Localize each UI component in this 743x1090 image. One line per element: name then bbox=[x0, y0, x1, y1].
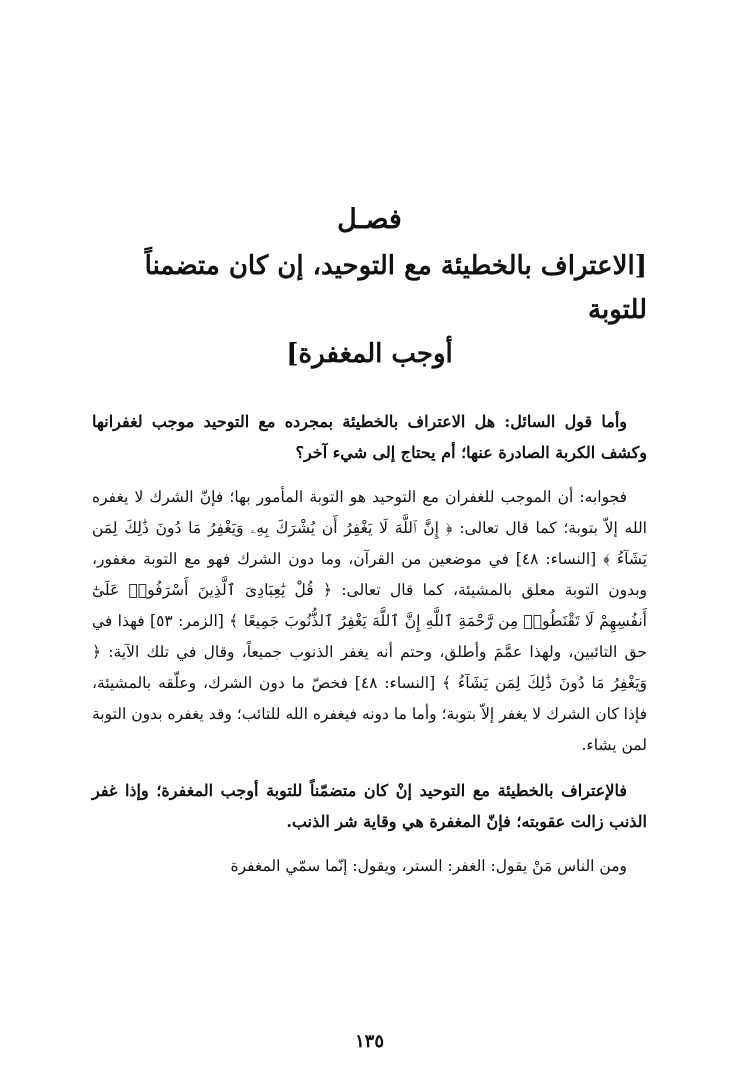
heading-block bbox=[92, 200, 647, 376]
chapter-title-line-1: [الاعتراف بالخطيئة مع التوحيد، إن كان متضمناً للتوبة bbox=[144, 251, 647, 325]
chapter-title bbox=[92, 244, 647, 376]
paragraph-question: وأما قول السائل: هل الاعتراف بالخطيئة بمجرده مع التوحيد موجب لغفرانها وكشف الكربة الصادرة عنها؛ أم يحتاج إلى شيء آخر؟ bbox=[92, 412, 647, 462]
section-title: فصـل bbox=[337, 204, 402, 235]
paragraph-continuation: ومن الناس مَنْ يقول: الغفر: الستر، ويقول: إنّما سمّي المغفرة bbox=[230, 857, 627, 875]
body-text bbox=[92, 406, 647, 896]
book-page bbox=[92, 0, 647, 1090]
paragraph-answer: فجوابه: أن الموجب للغفران مع التوحيد هو التوبة المأمور بها؛ فإنّ الشرك لا يغفره الله إلاّ بتوبة؛ كما قال تعالى: ﴿ إِنَّ ٱللَّهَ لَا يَغْفِرُ أَن يُشْرَكَ بِهِۦ وَيَغْفِرُ مَا دُونَ ذَٰلِكَ لِمَن يَشَآءُ ﴾ [النساء: ٤٨] في موضعين من القرآن، وما دون الشرك فهو مع التوبة مغفور، وبدون التوبة معلق بالمشيئة، كما قال تعالى: ﴿ قُلْ يَٰعِبَادِىَ ٱلَّذِينَ أَسْرَفُوا۟ عَلَىٰٓ أَنفُسِهِمْ لَا تَقْنَطُوا۟ مِن رَّحْمَةِ ٱللَّهِ إِنَّ ٱللَّهَ يَغْفِرُ ٱلذُّنُوبَ جَمِيعًا ﴾ [الزمر: ٥٣] فهذا في حق التائبين، ولهذا عمَّمَ وأطلق، وحتم أنه يغفر الذنوب جميعاً، وقال في تلك الآية: ﴿ وَيَغْفِرُ مَا دُونَ ذَٰلِكَ لِمَن يَشَآءُ ﴾ [النساء: ٤٨] فخصّ ما دون الشرك، وعلّقه بالمشيئة، فإذا كان الشرك لا يغفر إلاّ بتوبة؛ وأما ما دونه فيغفره الله للتائب؛ وقد يغفره بدون التوبة لمن يشاء. bbox=[92, 488, 647, 754]
chapter-title-line-2: أوجب المغفرة] bbox=[286, 339, 453, 369]
page-number: ١٣٥ bbox=[354, 1031, 384, 1052]
paragraph-conclusion: فالإعتراف بالخطيئة مع التوحيد إنْ كان متضمّناً للتوبة أوجب المغفرة؛ وإذا غفر الذنب زالت عقوبته؛ فإنّ المغفرة هي وقاية شر الذنب. bbox=[92, 781, 647, 831]
